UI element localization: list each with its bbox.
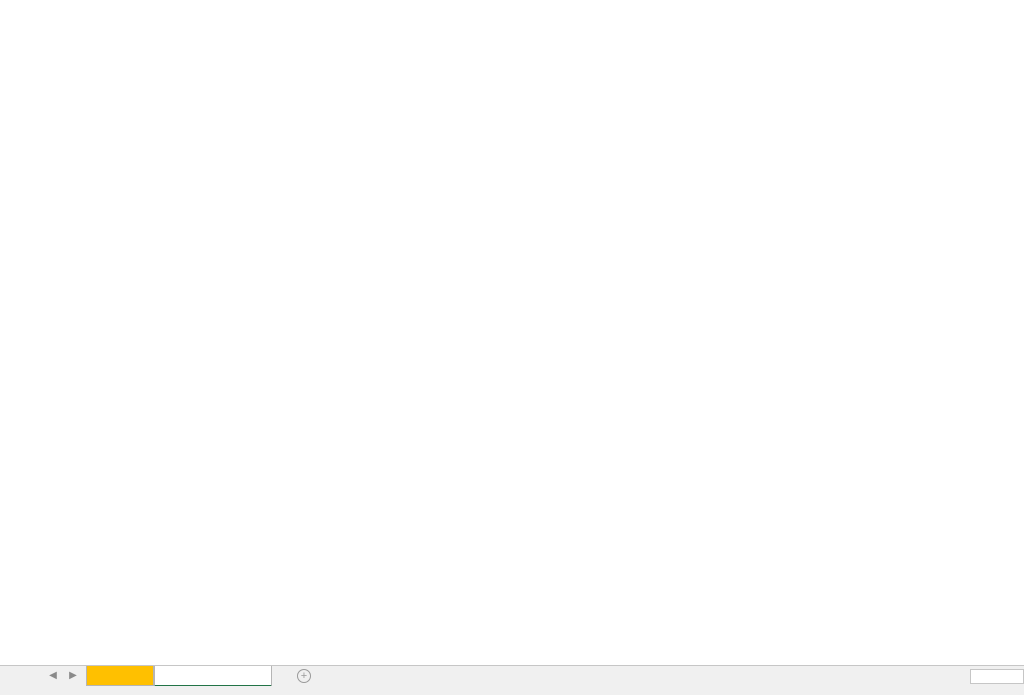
horizontal-scrollbar[interactable] [970,669,1024,684]
triangle-right-icon[interactable]: ▶ [69,670,77,681]
triangle-left-icon[interactable]: ◀ [49,670,57,681]
tab-summary[interactable] [86,666,154,686]
plus-circle-icon[interactable]: + [297,669,311,683]
status-bar [0,686,1024,695]
sheet-tab-bar [0,665,1024,686]
tab-takeoff-breakdown[interactable] [154,666,272,688]
